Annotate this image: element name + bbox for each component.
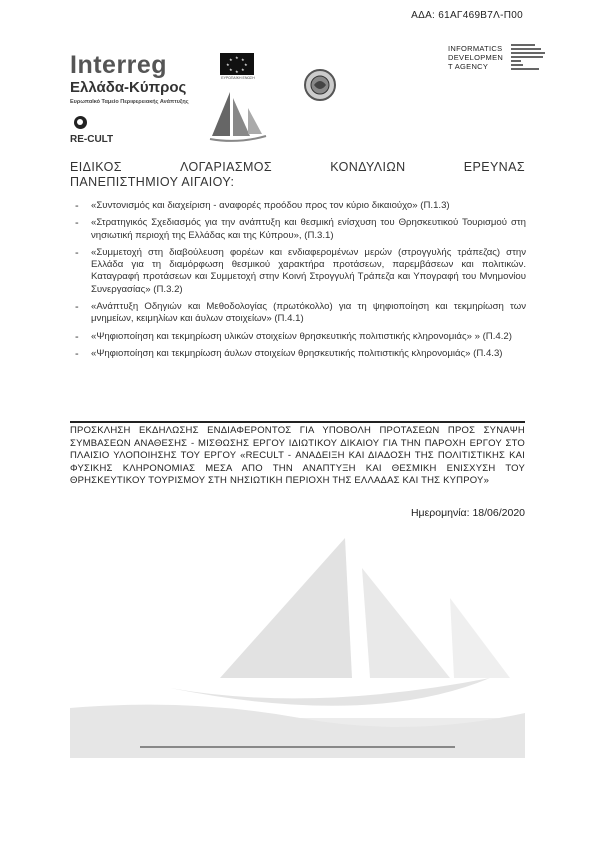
list-item [75, 301, 526, 326]
list-item-text: «Ανάπτυξη Οδηγιών και Μεθοδολογίας (πρωτόκολλο) για τη ψηφιοποίηση και τεκμηρίωση των μνημείων, κειμηλίων και άυλων στοιχείων» (Π.4.1) [91, 301, 526, 325]
list-item [75, 200, 526, 212]
invitation-title: ΠΡΟΣΚΛΗΣΗ ΕΚΔΗΛΩΣΗΣ ΕΝΔΙΑΦΕΡΟΝΤΟΣ ΓΙΑ ΥΠΟΒΟΛΗ ΠΡΟΤΑΣΕΩΝ ΠΡΟΣ ΣΥΝΑΨΗ ΣΥΜΒΑΣΕΩΝ ΑΝΑΘΕΣΗΣ - ΜΙΣΘΩΣΗΣ ΕΡΓΟΥ ΙΔΙΩΤΙΚΟΥ ΔΙΚΑΙΟΥ ΓΙΑ ΤΗΝ ΠΑΡΟΧΗ ΕΡΓΟΥ ΣΤΟ ΠΛΑΙΣΙΟ ΥΛΟΠΟΙΗΣΗΣ ΤΟΥ ΕΡΓΟΥ «RECULT - ΑΝΑΔΕΙΞΗ ΚΑΙ ΔΙΑΔΟΣΗ ΤΗΣ ΠΟΛΙΤΙΣΤΙΚΗΣ ΚΑΙ ΦΥΣΙΚΗΣ ΚΛΗΡΟΝΟΜΙΑΣ ΜΕΣΑ ΑΠΟ ΤΗΝ ΑΝΑΠΤΥΞΗ ΚΑΙ ΘΕΣΜΙΚΗ ΕΝΙΣΧΥΣΗ ΤΟΥ ΘΡΗΣΚΕΥΤΙΚΟΥ ΤΟΥΡΙΣΜΟΥ ΣΤΗ ΝΗΣΙΩΤΙΚΗ ΠΕΡΙΟΧΗ ΤΗΣ ΕΛΛΑΔΑΣ ΚΑΙ ΤΗΣ ΚΥΠΡΟΥ» [70, 425, 525, 487]
heading-line-1 [70, 160, 525, 175]
bullet-dash-icon: - [75, 200, 79, 212]
heading-word: ΚΟΝΔΥΛΙΩΝ [330, 160, 406, 174]
list-item-text: «Στρατηγικός Σχεδιασμός για την ανάπτυξη και θεσμική ενίσχυση του Θρησκευτικού Τουρισμού στη νησιωτική περιοχή της Ελλάδας και της Κύπρου», (Π.3.1) [91, 217, 526, 241]
footer-fine-print-icon [70, 744, 525, 750]
agency-name: INFORMATICS DEVELOPMEN T AGENCY [448, 44, 504, 71]
list-item-text: «Ψηφιοποίηση και τεκμηρίωση άυλων στοιχείων θρησκευτικής πολιτιστικής κληρονομιάς» (Π.4.3) [91, 347, 503, 359]
eu-flag-icon: ★ ★ ★ ★ ★ ★ ★ ★ [220, 53, 254, 75]
list-item [75, 217, 526, 242]
heading-word: ΕΡΕΥΝΑΣ [463, 160, 525, 174]
sailboat-watermark-icon [70, 528, 525, 758]
list-item [75, 247, 526, 296]
divider [70, 421, 525, 423]
bullet-dash-icon: - [75, 301, 79, 314]
bullet-dash-icon: - [75, 347, 79, 360]
recult-icon [74, 116, 87, 129]
list-item [75, 348, 526, 360]
account-heading [70, 160, 525, 190]
agency-logo [448, 44, 548, 71]
bullet-dash-icon: - [75, 217, 79, 230]
fund-caption: Ευρωπαϊκό Ταμείο Περιφερειακής Ανάπτυξης [70, 99, 189, 105]
project-name: RE-CULT [70, 134, 114, 145]
sailboat-logo-icon [208, 84, 268, 146]
list-item [75, 331, 526, 343]
list-item-text: «Συντονισμός και διαχείριση - αναφορές προόδου προς τον κύριο δικαιούχο» (Π.1.3) [91, 200, 450, 211]
bullet-dash-icon: - [75, 246, 79, 259]
program-subtitle: Ελλάδα-Κύπρος [70, 79, 187, 96]
ada-code: ΑΔΑ: 61ΑΓ469Β7Λ-Π00 [411, 10, 523, 21]
agency-fine-print-icon [511, 44, 551, 74]
university-seal-icon [303, 68, 337, 102]
deliverables-list [75, 200, 526, 365]
bullet-dash-icon: - [75, 330, 79, 343]
heading-word: ΛΟΓΑΡΙΑΣΜΟΣ [180, 160, 273, 174]
list-item-text: «Ψηφιοποίηση και τεκμηρίωση υλικών στοιχείων θρησκευτικής πολιτιστικής κληρονομιάς» » (Π.4.2) [91, 330, 512, 342]
eu-caption: ΕΥΡΩΠΑΪΚΗ ΕΝΩΣΗ [221, 76, 255, 80]
heading-line-2: ΠΑΝΕΠΙΣΤΗΜΙΟΥ ΑΙΓΑΙΟΥ: [70, 175, 235, 189]
list-item-text: «Συμμετοχή στη διαβούλευση φορέων και ενδιαφερομένων μερών (στρογγυλής τράπεζας) στην Ελλάδα για τη διαμόρφωση θεσμικού χαρακτήρα προτάσεων, παρεμβάσεων και πολιτικών. Καταγραφή προτάσεων και Συμμετοχή στην Κοινή Στρογγυλή Τράπεζα και Υπογραφή του Μνημονίου Συνεργασίας» (Π.3.2) [91, 246, 526, 295]
heading-word: ΕΙΔΙΚΟΣ [70, 160, 122, 174]
program-logo-text: Interreg [70, 51, 168, 79]
document-date: Ημερομηνία: 18/06/2020 [410, 507, 525, 519]
interreg-logo [70, 52, 265, 150]
